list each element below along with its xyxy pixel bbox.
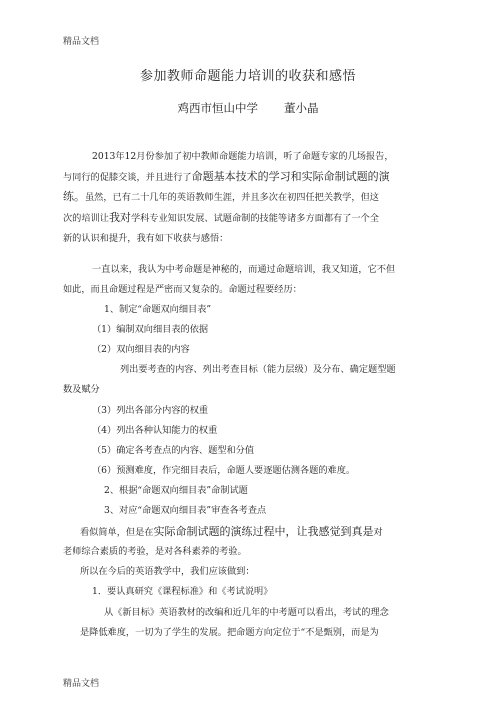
p3-line-2: 老师综合素质的考验，是对各科素养的考验。 bbox=[63, 546, 247, 557]
intro-line-2a: 与同行的促膝交谈，并且进行了 bbox=[63, 172, 192, 183]
intro-line-4a: 次的培训让 bbox=[63, 213, 109, 224]
p2-line-1: 一直以来，我认为中考命题是神秘的，而通过命题培训，我又知道，它不但 bbox=[92, 264, 396, 275]
intro-line-3b: 虽然，已有二十几年的英语教师生涯，并且多次在初四任把关教学，但这 bbox=[85, 192, 379, 203]
intro-line-3 bbox=[63, 187, 379, 208]
intro-line-1: 2013年12月份参加了初中教师命题能力培训，听了命题专家的几场报告， bbox=[92, 151, 394, 162]
p3-line-1a: 看似简单，但是在 bbox=[80, 527, 154, 538]
author-line bbox=[0, 100, 496, 116]
intro-line-4 bbox=[63, 208, 379, 229]
p4-line-1: 所以在今后的英语教学中，我们应该做到： bbox=[80, 566, 255, 577]
step-item: （2）双向细目表的内容 bbox=[92, 344, 190, 355]
p3-line-1 bbox=[80, 522, 383, 543]
p4-line-4: 是降低难度，一切为了学生的发展。把命题方向定位于“不是甄别，而是为 bbox=[80, 627, 379, 638]
author-school: 鸡西市恒山中学 bbox=[177, 101, 258, 115]
step-item: （5）确定各考查点的内容、题型和分值 bbox=[92, 445, 255, 456]
step-item: 列出要考查的内容、列出考查目标（能力层级）及分布、确定题型题 bbox=[120, 364, 396, 375]
intro-line-4c: 学科专业知识发展、试题命制的技能等诸多方面都有了一个全 bbox=[130, 213, 379, 224]
intro-line-2b: 命题基本技术的学习和实际命制试题的演 bbox=[191, 170, 390, 183]
page-footer-label: 精品文档 bbox=[63, 679, 100, 689]
p2-line-2: 如此，而且命题过程是严密而又复杂的。命题过程要经历： bbox=[63, 284, 302, 295]
step-item: （1）编制双向细目表的依据 bbox=[92, 324, 209, 335]
step-item: 数及赋分 bbox=[63, 384, 100, 395]
p4-line-2: 1．要认真研究《课程标准》和《考试说明》 bbox=[92, 586, 273, 597]
intro-line-2 bbox=[63, 167, 390, 188]
step-item: 3、对应“命题双向细目表”审查各考查点 bbox=[104, 505, 267, 516]
p3-line-1c: 对 bbox=[373, 527, 383, 538]
intro-line-5: 新的认识和提升，我有如下收获与感悟： bbox=[63, 233, 229, 244]
author-name: 董小晶 bbox=[284, 101, 319, 115]
step-item: （4）列出各种认知能力的权重 bbox=[92, 425, 218, 436]
step-item: （6）预测难度，作完细目表后，命题人要逐题估测各题的难度。 bbox=[92, 465, 356, 476]
p4-line-3: 从《新目标》英语教材的改编和近几年的中考题可以看出，考试的理念 bbox=[104, 607, 389, 618]
document-title: 参加教师命题能力培训的收获和感悟 bbox=[139, 69, 356, 84]
step-item: 2、根据“命题双向细目表”命制试题 bbox=[104, 485, 248, 496]
step-item: （3）列出各部分内容的权重 bbox=[92, 405, 209, 416]
p3-line-1b: 实际命制试题的演练过程中，让我感觉到真是 bbox=[153, 525, 374, 538]
intro-line-3a: 练。 bbox=[63, 190, 85, 203]
intro-line-4b: 我对 bbox=[108, 211, 131, 224]
page-header-label: 精品文档 bbox=[63, 37, 100, 47]
step-item: 1、制定“命题双向细目表” bbox=[104, 304, 212, 315]
